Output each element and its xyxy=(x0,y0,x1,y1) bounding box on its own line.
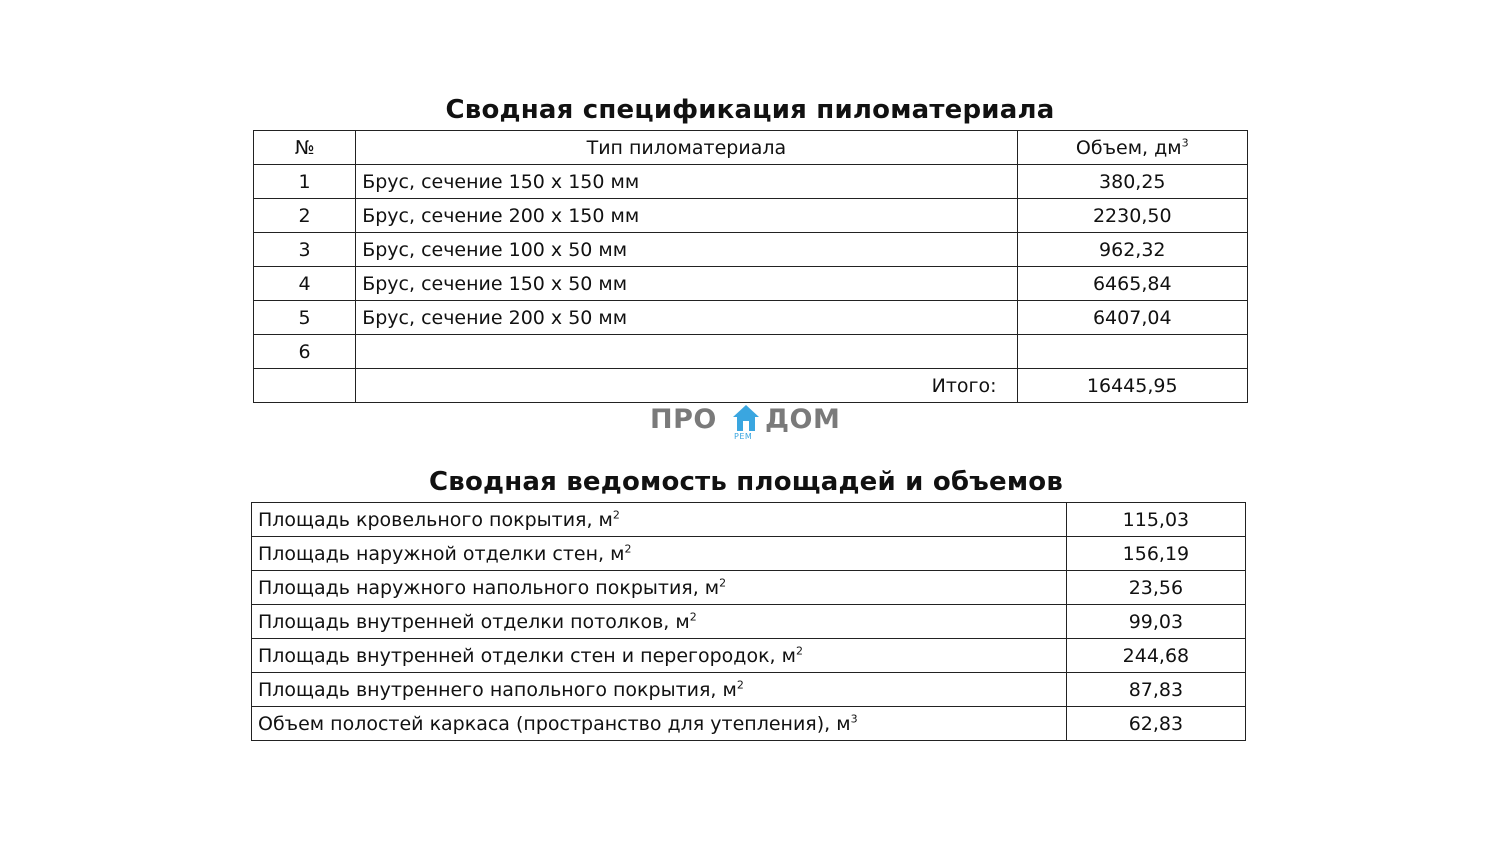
row-type: Брус, сечение 200 х 50 мм xyxy=(356,301,1017,335)
spec-title: Сводная спецификация пиломатериала xyxy=(445,95,1055,125)
row-num: 2 xyxy=(254,199,356,233)
row-num: 6 xyxy=(254,335,356,369)
total-num-cell xyxy=(254,369,356,403)
area-label-sup: 2 xyxy=(795,644,803,658)
table-row xyxy=(252,605,1246,639)
table-row xyxy=(254,335,1248,369)
table-row xyxy=(252,707,1246,741)
areas-volumes-table xyxy=(251,502,1246,741)
prodom-watermark xyxy=(650,404,850,444)
row-type: Брус, сечение 100 х 50 мм xyxy=(356,233,1017,267)
header-volume-sup: 3 xyxy=(1181,136,1189,150)
table-row xyxy=(252,537,1246,571)
row-type: Брус, сечение 200 х 150 мм xyxy=(356,199,1017,233)
table-row xyxy=(252,571,1246,605)
row-num: 5 xyxy=(254,301,356,335)
total-value: 16445,95 xyxy=(1017,369,1247,403)
area-label-sup: 2 xyxy=(689,610,697,624)
area-value: 156,19 xyxy=(1066,537,1245,571)
area-value: 115,03 xyxy=(1066,503,1245,537)
volume-value: 62,83 xyxy=(1066,707,1245,741)
house-icon xyxy=(732,404,760,432)
row-volume: 6465,84 xyxy=(1017,267,1247,301)
total-label: Итого: xyxy=(356,369,1017,403)
area-label-text: Площадь кровельного покрытия, м xyxy=(258,508,613,531)
area-label-sup: 2 xyxy=(624,542,632,556)
row-volume: 2230,50 xyxy=(1017,199,1247,233)
watermark-left-text: ПРО xyxy=(650,404,717,435)
area-label xyxy=(252,503,1067,537)
volume-label-text: Объем полостей каркаса (пространство для утепления), м xyxy=(258,712,851,735)
table-row xyxy=(252,503,1246,537)
area-label-text: Площадь внутренней отделки стен и перегородок, м xyxy=(258,644,796,667)
area-label xyxy=(252,639,1067,673)
area-label xyxy=(252,605,1067,639)
row-type: Брус, сечение 150 х 150 мм xyxy=(356,165,1017,199)
table-row xyxy=(252,673,1246,707)
row-volume: 380,25 xyxy=(1017,165,1247,199)
row-num: 1 xyxy=(254,165,356,199)
row-num: 4 xyxy=(254,267,356,301)
row-volume: 962,32 xyxy=(1017,233,1247,267)
watermark-sub-text: РЕМ xyxy=(734,432,753,441)
area-value: 244,68 xyxy=(1066,639,1245,673)
row-type: Брус, сечение 150 х 50 мм xyxy=(356,267,1017,301)
lumber-spec-table xyxy=(253,130,1248,403)
area-value: 23,56 xyxy=(1066,571,1245,605)
area-label-sup: 2 xyxy=(719,576,727,590)
table-row xyxy=(254,301,1248,335)
row-volume: 6407,04 xyxy=(1017,301,1247,335)
area-label-text: Площадь внутреннего напольного покрытия, м xyxy=(258,678,737,701)
table-row xyxy=(252,639,1246,673)
row-type xyxy=(356,335,1017,369)
area-label-sup: 2 xyxy=(612,508,620,522)
header-type: Тип пиломатериала xyxy=(356,131,1017,165)
watermark-right-text: ДОМ xyxy=(765,404,841,435)
row-num: 3 xyxy=(254,233,356,267)
table-row xyxy=(254,165,1248,199)
area-value: 87,83 xyxy=(1066,673,1245,707)
area-label-text: Площадь наружного напольного покрытия, м xyxy=(258,576,720,599)
table-row xyxy=(254,233,1248,267)
area-value: 99,03 xyxy=(1066,605,1245,639)
row-volume xyxy=(1017,335,1247,369)
volume-label xyxy=(252,707,1067,741)
table-row xyxy=(254,267,1248,301)
table-header-row xyxy=(254,131,1248,165)
area-label-sup: 2 xyxy=(736,678,744,692)
header-volume-text: Объем, дм xyxy=(1075,136,1182,159)
table-row xyxy=(254,199,1248,233)
total-row xyxy=(254,369,1248,403)
volume-label-sup: 3 xyxy=(850,712,858,726)
header-num: № xyxy=(254,131,356,165)
area-label xyxy=(252,673,1067,707)
header-volume xyxy=(1017,131,1247,165)
area-label xyxy=(252,537,1067,571)
area-label xyxy=(252,571,1067,605)
areas-title: Сводная ведомость площадей и объемов xyxy=(429,467,1063,497)
area-label-text: Площадь внутренней отделки потолков, м xyxy=(258,610,690,633)
area-label-text: Площадь наружной отделки стен, м xyxy=(258,542,625,565)
